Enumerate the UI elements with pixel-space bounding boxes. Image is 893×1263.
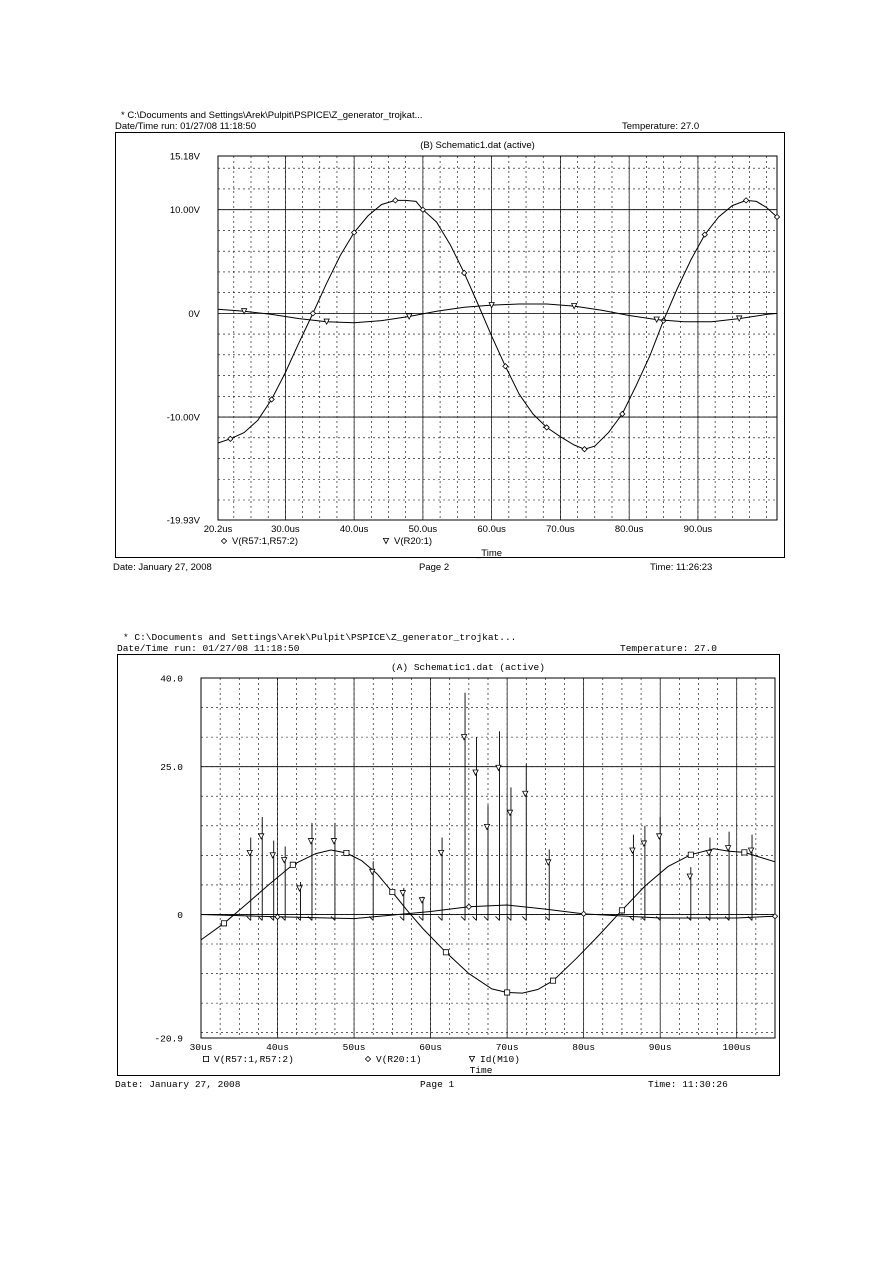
chart-title: (A) Schematic1.dat (active) (391, 662, 545, 673)
data-point (438, 850, 443, 855)
x-tick-label: 70.0us (546, 524, 575, 535)
data-point (742, 850, 747, 855)
spike-tail (258, 916, 262, 920)
data-point (657, 834, 662, 839)
footer-date: Date: January 27, 2008 (113, 562, 212, 573)
data-point (581, 911, 586, 916)
data-point (550, 978, 555, 983)
y-tick-label: -10.00V (166, 412, 200, 424)
spike-tail (400, 916, 404, 920)
y-tick-label: -20.9 (154, 1033, 183, 1045)
report-datetime-header-2: Date/Time run: 01/27/08 11:18:50 (117, 643, 300, 654)
data-point (400, 891, 405, 896)
spike-tail (545, 916, 549, 920)
y-tick-label: 10.00V (169, 205, 200, 217)
x-axis-label: _Time (475, 548, 503, 559)
data-point (419, 898, 424, 903)
spike-tail (419, 916, 423, 920)
legend-marker (365, 1056, 370, 1061)
x-tick-label: 30us (189, 1042, 213, 1053)
data-point (630, 848, 635, 853)
data-point (270, 853, 275, 858)
data-point (496, 765, 501, 770)
x-tick-label: 90us (648, 1042, 672, 1053)
report-path-header-2: * C:\Documents and Settings\Arek\Pulpit\PSPICE\Z_generator_trojkat... (123, 632, 517, 643)
data-point (688, 852, 693, 857)
data-point (282, 857, 287, 862)
data-point (390, 889, 395, 894)
data-point (247, 850, 252, 855)
legend-marker (203, 1056, 208, 1061)
footer-date-2: Date: January 27, 2008 (115, 1079, 241, 1090)
data-point (466, 904, 471, 909)
data-point (259, 834, 264, 839)
x-tick-label: 30.0us (271, 524, 300, 535)
x-tick-label: 50.0us (408, 524, 438, 535)
data-point (308, 839, 313, 844)
x-tick-label: 80us (572, 1042, 596, 1053)
spike-tail (438, 916, 442, 920)
x-tick-label: 40.0us (339, 524, 369, 535)
data-point (523, 791, 528, 796)
spike-tail (461, 916, 465, 920)
data-point (619, 908, 624, 913)
report-temperature-header: Temperature: 27.0 (622, 121, 700, 132)
footer-time-2: Time: 11:30:26 (648, 1079, 728, 1090)
legend-label: Id(M10) (480, 1054, 520, 1065)
data-point (725, 846, 730, 851)
spike-tail (507, 916, 511, 920)
legend-marker (469, 1056, 474, 1061)
data-point (505, 990, 510, 995)
data-point (507, 810, 512, 815)
x-tick-label: 60.0us (477, 524, 506, 535)
y-tick-label: 0V (188, 308, 200, 320)
data-point (297, 886, 302, 891)
footer-page: Page 2 (419, 562, 450, 573)
spike-tail (495, 916, 499, 920)
x-tick-label: 100us (722, 1042, 751, 1053)
data-point (641, 841, 646, 846)
data-point (546, 860, 551, 865)
footer-page-2: Page 1 (420, 1079, 455, 1090)
spike-tail (629, 916, 633, 920)
data-point (443, 950, 448, 955)
report-temperature-header-2: Temperature: 27.0 (620, 643, 717, 654)
spike-tail (522, 916, 526, 920)
x-axis-label: Time (469, 1065, 493, 1076)
chart-title: (B) Schematic1.dat (active) (420, 140, 535, 151)
x-tick-label: 90.0us (683, 524, 713, 535)
data-point (331, 839, 336, 844)
data-point (370, 869, 375, 874)
report-datetime-header: Date/Time run: 01/27/08 11:18:50 (115, 121, 257, 132)
data-point (473, 770, 478, 775)
x-tick-label: 40us (266, 1042, 289, 1053)
data-point (706, 850, 711, 855)
legend-label: V(R20:1) (394, 536, 433, 547)
x-tick-label: 60us (419, 1042, 443, 1053)
y-tick-label: 40.0 (160, 673, 183, 685)
x-tick-label: 80.0us (614, 524, 644, 535)
data-point (290, 862, 295, 867)
spike-tail (308, 916, 312, 920)
x-tick-label: 50us (342, 1042, 366, 1053)
footer-time: Time: 11:26:23 (650, 562, 713, 573)
y-tick-label: 0 (177, 909, 183, 921)
y-tick-label: -19.93V (166, 515, 200, 527)
legend-label: V(R57:1,R57:2) (214, 1054, 294, 1065)
report-path-header: * C:\Documents and Settings\Arek\Pulpit\PSPICE\Z_generator_trojkat... (121, 110, 423, 121)
x-tick-label: 70us (495, 1042, 519, 1053)
data-point (484, 824, 489, 829)
data-point (687, 874, 692, 879)
data-point (275, 914, 280, 919)
data-point (748, 848, 753, 853)
legend-label: V(R20:1) (376, 1054, 422, 1065)
data-point (344, 850, 349, 855)
data-point (221, 921, 226, 926)
y-tick-label: 25.0 (160, 762, 183, 774)
spike-tail (247, 916, 251, 920)
x-tick-label: 20.2us (203, 524, 233, 535)
spike-tail (484, 916, 488, 920)
y-tick-label: 15.18V (169, 151, 200, 163)
legend-label: V(R57:1,R57:2) (232, 536, 299, 547)
spike-tail (473, 916, 477, 920)
